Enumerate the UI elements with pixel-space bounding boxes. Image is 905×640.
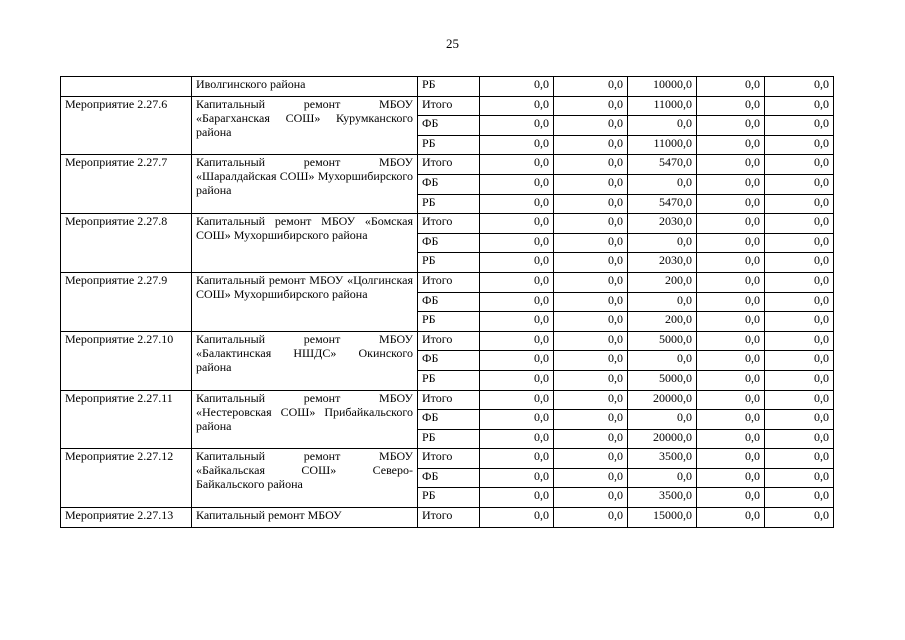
amount-cell: 200,0 [628, 312, 697, 332]
amount-cell: 0,0 [628, 410, 697, 430]
description-cell: Капитальный ремонт МБОУ «Байкальская СОШ» Северо-Байкальского района [192, 449, 418, 508]
amount-cell: 0,0 [765, 508, 834, 528]
amount-cell: 0,0 [554, 370, 628, 390]
amount-cell: 0,0 [480, 508, 554, 528]
amount-cell: 0,0 [628, 174, 697, 194]
event-cell: Мероприятие 2.27.11 [61, 390, 192, 449]
amount-cell: 0,0 [554, 194, 628, 214]
amount-cell: 0,0 [697, 468, 765, 488]
funding-source-cell: ФБ [418, 410, 480, 430]
event-cell [61, 77, 192, 97]
funding-source-cell: Итого [418, 449, 480, 469]
funding-source-cell: ФБ [418, 351, 480, 371]
table-row [61, 390, 834, 410]
amount-cell: 0,0 [554, 77, 628, 97]
amount-cell: 11000,0 [628, 135, 697, 155]
amount-cell: 0,0 [554, 410, 628, 430]
amount-cell: 0,0 [765, 292, 834, 312]
amount-cell: 0,0 [765, 370, 834, 390]
table-row [61, 96, 834, 116]
funding-source-cell: РБ [418, 77, 480, 97]
amount-cell: 0,0 [480, 351, 554, 371]
event-cell: Мероприятие 2.27.12 [61, 449, 192, 508]
table-row [61, 508, 834, 528]
amount-cell: 0,0 [554, 155, 628, 175]
description-cell: Иволгинского района [192, 77, 418, 97]
amount-cell: 0,0 [554, 331, 628, 351]
amount-cell: 11000,0 [628, 96, 697, 116]
amount-cell: 20000,0 [628, 390, 697, 410]
amount-cell: 0,0 [697, 155, 765, 175]
event-cell: Мероприятие 2.27.8 [61, 214, 192, 273]
funding-source-cell: ФБ [418, 233, 480, 253]
amount-cell: 3500,0 [628, 488, 697, 508]
funding-source-cell: Итого [418, 272, 480, 292]
description-cell: Капитальный ремонт МБОУ «Шаралдайская СОШ» Мухоршибирского района [192, 155, 418, 214]
amount-cell: 0,0 [480, 468, 554, 488]
amount-cell: 0,0 [697, 410, 765, 430]
amount-cell: 0,0 [554, 272, 628, 292]
amount-cell: 0,0 [765, 488, 834, 508]
amount-cell: 0,0 [765, 135, 834, 155]
description-cell: Капитальный ремонт МБОУ «Бомская СОШ» Мухоршибирского района [192, 214, 418, 273]
amount-cell: 0,0 [554, 312, 628, 332]
amount-cell: 0,0 [480, 116, 554, 136]
amount-cell: 0,0 [480, 292, 554, 312]
amount-cell: 0,0 [697, 390, 765, 410]
amount-cell: 0,0 [554, 508, 628, 528]
amount-cell: 0,0 [697, 370, 765, 390]
amount-cell: 10000,0 [628, 77, 697, 97]
funding-source-cell: Итого [418, 96, 480, 116]
amount-cell: 0,0 [765, 410, 834, 430]
amount-cell: 0,0 [697, 174, 765, 194]
amount-cell: 0,0 [765, 312, 834, 332]
amount-cell: 0,0 [765, 253, 834, 273]
event-cell: Мероприятие 2.27.6 [61, 96, 192, 155]
page-number: 25 [446, 36, 459, 51]
amount-cell: 0,0 [697, 508, 765, 528]
funding-source-cell: Итого [418, 390, 480, 410]
amount-cell: 0,0 [480, 253, 554, 273]
funding-source-cell: РБ [418, 488, 480, 508]
description-cell: Капитальный ремонт МБОУ «Нестеровская СОШ» Прибайкальского района [192, 390, 418, 449]
budget-table [60, 76, 834, 528]
funding-source-cell: Итого [418, 155, 480, 175]
table-row [61, 272, 834, 292]
funding-source-cell: РБ [418, 253, 480, 273]
amount-cell: 5000,0 [628, 370, 697, 390]
amount-cell: 0,0 [554, 253, 628, 273]
event-cell: Мероприятие 2.27.7 [61, 155, 192, 214]
amount-cell: 0,0 [697, 351, 765, 371]
amount-cell: 0,0 [480, 312, 554, 332]
amount-cell: 0,0 [765, 116, 834, 136]
funding-source-cell: Итого [418, 331, 480, 351]
funding-source-cell: РБ [418, 370, 480, 390]
amount-cell: 0,0 [480, 194, 554, 214]
amount-cell: 200,0 [628, 272, 697, 292]
amount-cell: 5470,0 [628, 194, 697, 214]
amount-cell: 0,0 [480, 155, 554, 175]
amount-cell: 0,0 [628, 351, 697, 371]
event-cell: Мероприятие 2.27.13 [61, 508, 192, 528]
event-cell: Мероприятие 2.27.10 [61, 331, 192, 390]
amount-cell: 0,0 [697, 253, 765, 273]
amount-cell: 0,0 [765, 214, 834, 234]
description-cell: Капитальный ремонт МБОУ «Балактинская НШДС» Окинского района [192, 331, 418, 390]
amount-cell: 0,0 [628, 116, 697, 136]
amount-cell: 0,0 [697, 233, 765, 253]
description-cell: Капитальный ремонт МБОУ «Цолгинская СОШ» Мухоршибирского района [192, 272, 418, 331]
amount-cell: 0,0 [554, 174, 628, 194]
amount-cell: 5000,0 [628, 331, 697, 351]
amount-cell: 0,0 [697, 116, 765, 136]
amount-cell: 0,0 [697, 96, 765, 116]
funding-source-cell: ФБ [418, 292, 480, 312]
amount-cell: 0,0 [765, 155, 834, 175]
amount-cell: 0,0 [697, 214, 765, 234]
amount-cell: 0,0 [697, 429, 765, 449]
amount-cell: 0,0 [480, 233, 554, 253]
funding-source-cell: Итого [418, 508, 480, 528]
amount-cell: 0,0 [765, 390, 834, 410]
funding-source-cell: Итого [418, 214, 480, 234]
amount-cell: 0,0 [554, 116, 628, 136]
amount-cell: 0,0 [480, 331, 554, 351]
funding-source-cell: РБ [418, 429, 480, 449]
table-row [61, 449, 834, 469]
amount-cell: 0,0 [554, 351, 628, 371]
amount-cell: 0,0 [628, 233, 697, 253]
amount-cell: 0,0 [628, 292, 697, 312]
amount-cell: 2030,0 [628, 253, 697, 273]
amount-cell: 0,0 [765, 272, 834, 292]
funding-source-cell: РБ [418, 194, 480, 214]
amount-cell: 0,0 [765, 233, 834, 253]
amount-cell: 0,0 [697, 194, 765, 214]
amount-cell: 0,0 [697, 488, 765, 508]
amount-cell: 0,0 [554, 135, 628, 155]
amount-cell: 0,0 [697, 449, 765, 469]
amount-cell: 0,0 [480, 272, 554, 292]
amount-cell: 0,0 [554, 468, 628, 488]
table-row [61, 331, 834, 351]
amount-cell: 0,0 [765, 174, 834, 194]
table-row [61, 77, 834, 97]
amount-cell: 15000,0 [628, 508, 697, 528]
amount-cell: 0,0 [554, 488, 628, 508]
funding-source-cell: РБ [418, 312, 480, 332]
amount-cell: 3500,0 [628, 449, 697, 469]
amount-cell: 0,0 [480, 488, 554, 508]
amount-cell: 5470,0 [628, 155, 697, 175]
event-cell: Мероприятие 2.27.9 [61, 272, 192, 331]
funding-source-cell: ФБ [418, 174, 480, 194]
amount-cell: 0,0 [554, 429, 628, 449]
amount-cell: 0,0 [697, 77, 765, 97]
amount-cell: 0,0 [765, 351, 834, 371]
amount-cell: 0,0 [765, 331, 834, 351]
amount-cell: 20000,0 [628, 429, 697, 449]
amount-cell: 0,0 [554, 233, 628, 253]
amount-cell: 0,0 [554, 96, 628, 116]
amount-cell: 0,0 [480, 135, 554, 155]
amount-cell: 0,0 [480, 96, 554, 116]
amount-cell: 0,0 [765, 429, 834, 449]
funding-source-cell: ФБ [418, 116, 480, 136]
amount-cell: 0,0 [480, 449, 554, 469]
amount-cell: 0,0 [480, 77, 554, 97]
description-cell: Капитальный ремонт МБОУ «Барагханская СОШ» Курумканского района [192, 96, 418, 155]
amount-cell: 2030,0 [628, 214, 697, 234]
amount-cell: 0,0 [765, 449, 834, 469]
amount-cell: 0,0 [697, 272, 765, 292]
amount-cell: 0,0 [697, 292, 765, 312]
amount-cell: 0,0 [554, 292, 628, 312]
funding-source-cell: ФБ [418, 468, 480, 488]
amount-cell: 0,0 [480, 410, 554, 430]
amount-cell: 0,0 [554, 214, 628, 234]
amount-cell: 0,0 [697, 331, 765, 351]
table-row [61, 214, 834, 234]
amount-cell: 0,0 [765, 96, 834, 116]
amount-cell: 0,0 [480, 370, 554, 390]
budget-table-body [61, 77, 834, 528]
amount-cell: 0,0 [765, 77, 834, 97]
amount-cell: 0,0 [697, 312, 765, 332]
amount-cell: 0,0 [480, 390, 554, 410]
description-cell: Капитальный ремонт МБОУ [192, 508, 418, 528]
amount-cell: 0,0 [765, 194, 834, 214]
table-row [61, 155, 834, 175]
amount-cell: 0,0 [554, 390, 628, 410]
amount-cell: 0,0 [480, 174, 554, 194]
amount-cell: 0,0 [697, 135, 765, 155]
amount-cell: 0,0 [554, 449, 628, 469]
amount-cell: 0,0 [765, 468, 834, 488]
amount-cell: 0,0 [480, 429, 554, 449]
amount-cell: 0,0 [628, 468, 697, 488]
funding-source-cell: РБ [418, 135, 480, 155]
amount-cell: 0,0 [480, 214, 554, 234]
